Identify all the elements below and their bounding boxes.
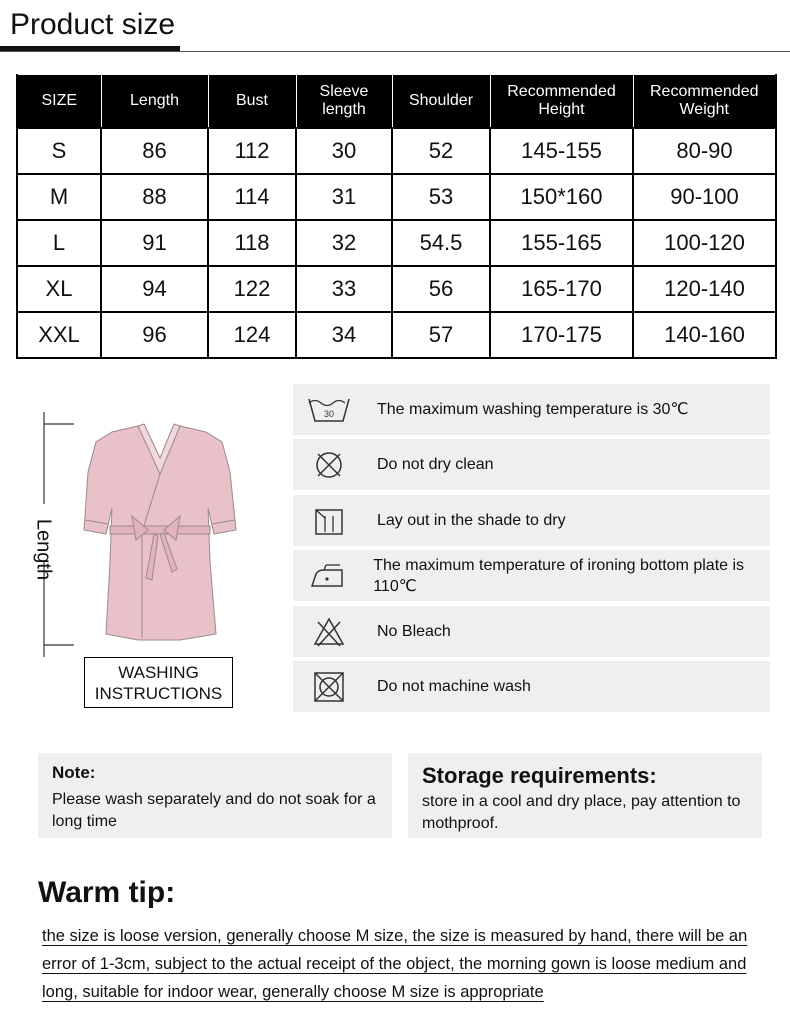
table-cell: 118 <box>208 220 296 266</box>
table-cell: 90-100 <box>633 174 776 220</box>
table-cell: XL <box>17 266 101 312</box>
care-item-dry-in-shade <box>293 495 770 546</box>
table-cell: 52 <box>392 128 490 174</box>
table-cell: S <box>17 128 101 174</box>
table-row <box>17 128 776 174</box>
size-table-header <box>17 75 776 128</box>
table-row <box>17 266 776 312</box>
table-cell: 54.5 <box>392 220 490 266</box>
table-cell: 120-140 <box>633 266 776 312</box>
table-cell: 31 <box>296 174 392 220</box>
table-row <box>17 312 776 358</box>
length-label: Length <box>32 518 55 581</box>
table-cell: 56 <box>392 266 490 312</box>
washing-instructions-box: WASHING INSTRUCTIONS <box>84 657 233 708</box>
care-text: No Bleach <box>377 623 451 640</box>
no-machine-wash-icon <box>293 661 365 712</box>
table-cell: 34 <box>296 312 392 358</box>
table-cell: 96 <box>101 312 208 358</box>
warm-tip-heading: Warm tip: <box>38 876 176 909</box>
size-table <box>16 74 777 359</box>
care-text: The maximum washing temperature is 30℃ <box>377 401 689 418</box>
table-cell: 155-165 <box>490 220 633 266</box>
table-cell: XXL <box>17 312 101 358</box>
care-item-no-bleach <box>293 606 770 657</box>
table-cell: 88 <box>101 174 208 220</box>
table-cell: 30 <box>296 128 392 174</box>
table-row <box>17 220 776 266</box>
table-cell: 122 <box>208 266 296 312</box>
col-header-recommended-height: Recommended Height <box>490 75 633 128</box>
col-header-bust: Bust <box>208 75 296 128</box>
col-header-length: Length <box>101 75 208 128</box>
table-cell: 100-120 <box>633 220 776 266</box>
table-cell: 94 <box>101 266 208 312</box>
table-row <box>17 174 776 220</box>
table-cell: 170-175 <box>490 312 633 358</box>
table-cell: L <box>17 220 101 266</box>
table-cell: 124 <box>208 312 296 358</box>
table-cell: 33 <box>296 266 392 312</box>
care-text: The maximum temperature of ironing bottom plate is 110℃ <box>373 556 745 595</box>
storage-heading: Storage requirements: <box>422 763 657 788</box>
care-item-iron <box>293 550 770 601</box>
care-text: Do not dry clean <box>377 456 494 473</box>
table-cell: 150*160 <box>490 174 633 220</box>
page-title: Product size <box>10 8 176 41</box>
wash-30-icon <box>293 384 365 435</box>
robe-illustration <box>40 412 250 662</box>
table-cell: 80-90 <box>633 128 776 174</box>
svg-text:30: 30 <box>323 408 335 419</box>
table-cell: 86 <box>101 128 208 174</box>
dry-in-shade-icon <box>293 495 365 546</box>
note-heading: Note: <box>52 763 96 782</box>
care-item-no-dry-clean <box>293 439 770 490</box>
no-dry-clean-icon <box>293 439 365 490</box>
table-cell: 165-170 <box>490 266 633 312</box>
robe-icon <box>40 412 250 662</box>
storage-text: store in a cool and dry place, pay attention to mothproof. <box>422 793 741 832</box>
table-cell: 57 <box>392 312 490 358</box>
iron-icon <box>293 550 361 601</box>
warm-tip-text: the size is loose version, generally choose M size, the size is measured by hand, there will be an error of 1-3cm, subject to the actual receipt of the object, the morning gown is loose medium and long, suitable for indoor wear, generally choose M size is appropriate <box>42 927 748 1001</box>
care-item-no-machine-wash <box>293 661 770 712</box>
col-header-sleeve-length: Sleeve length <box>296 75 392 128</box>
care-text: Do not machine wash <box>377 678 531 695</box>
col-header-shoulder: Shoulder <box>392 75 490 128</box>
table-cell: 145-155 <box>490 128 633 174</box>
col-header-size: SIZE <box>17 75 101 128</box>
table-cell: 140-160 <box>633 312 776 358</box>
table-cell: 114 <box>208 174 296 220</box>
table-cell: 91 <box>101 220 208 266</box>
note-box <box>38 753 392 838</box>
table-cell: 112 <box>208 128 296 174</box>
table-cell: M <box>17 174 101 220</box>
storage-box <box>408 753 762 838</box>
title-divider <box>0 51 790 52</box>
note-text: Please wash separately and do not soak for a long time <box>52 791 376 830</box>
care-item-wash-30 <box>293 384 770 435</box>
no-bleach-icon <box>293 606 365 657</box>
table-cell: 53 <box>392 174 490 220</box>
col-header-recommended-weight: Recommended Weight <box>633 75 776 128</box>
care-text: Lay out in the shade to dry <box>377 512 566 529</box>
table-cell: 32 <box>296 220 392 266</box>
